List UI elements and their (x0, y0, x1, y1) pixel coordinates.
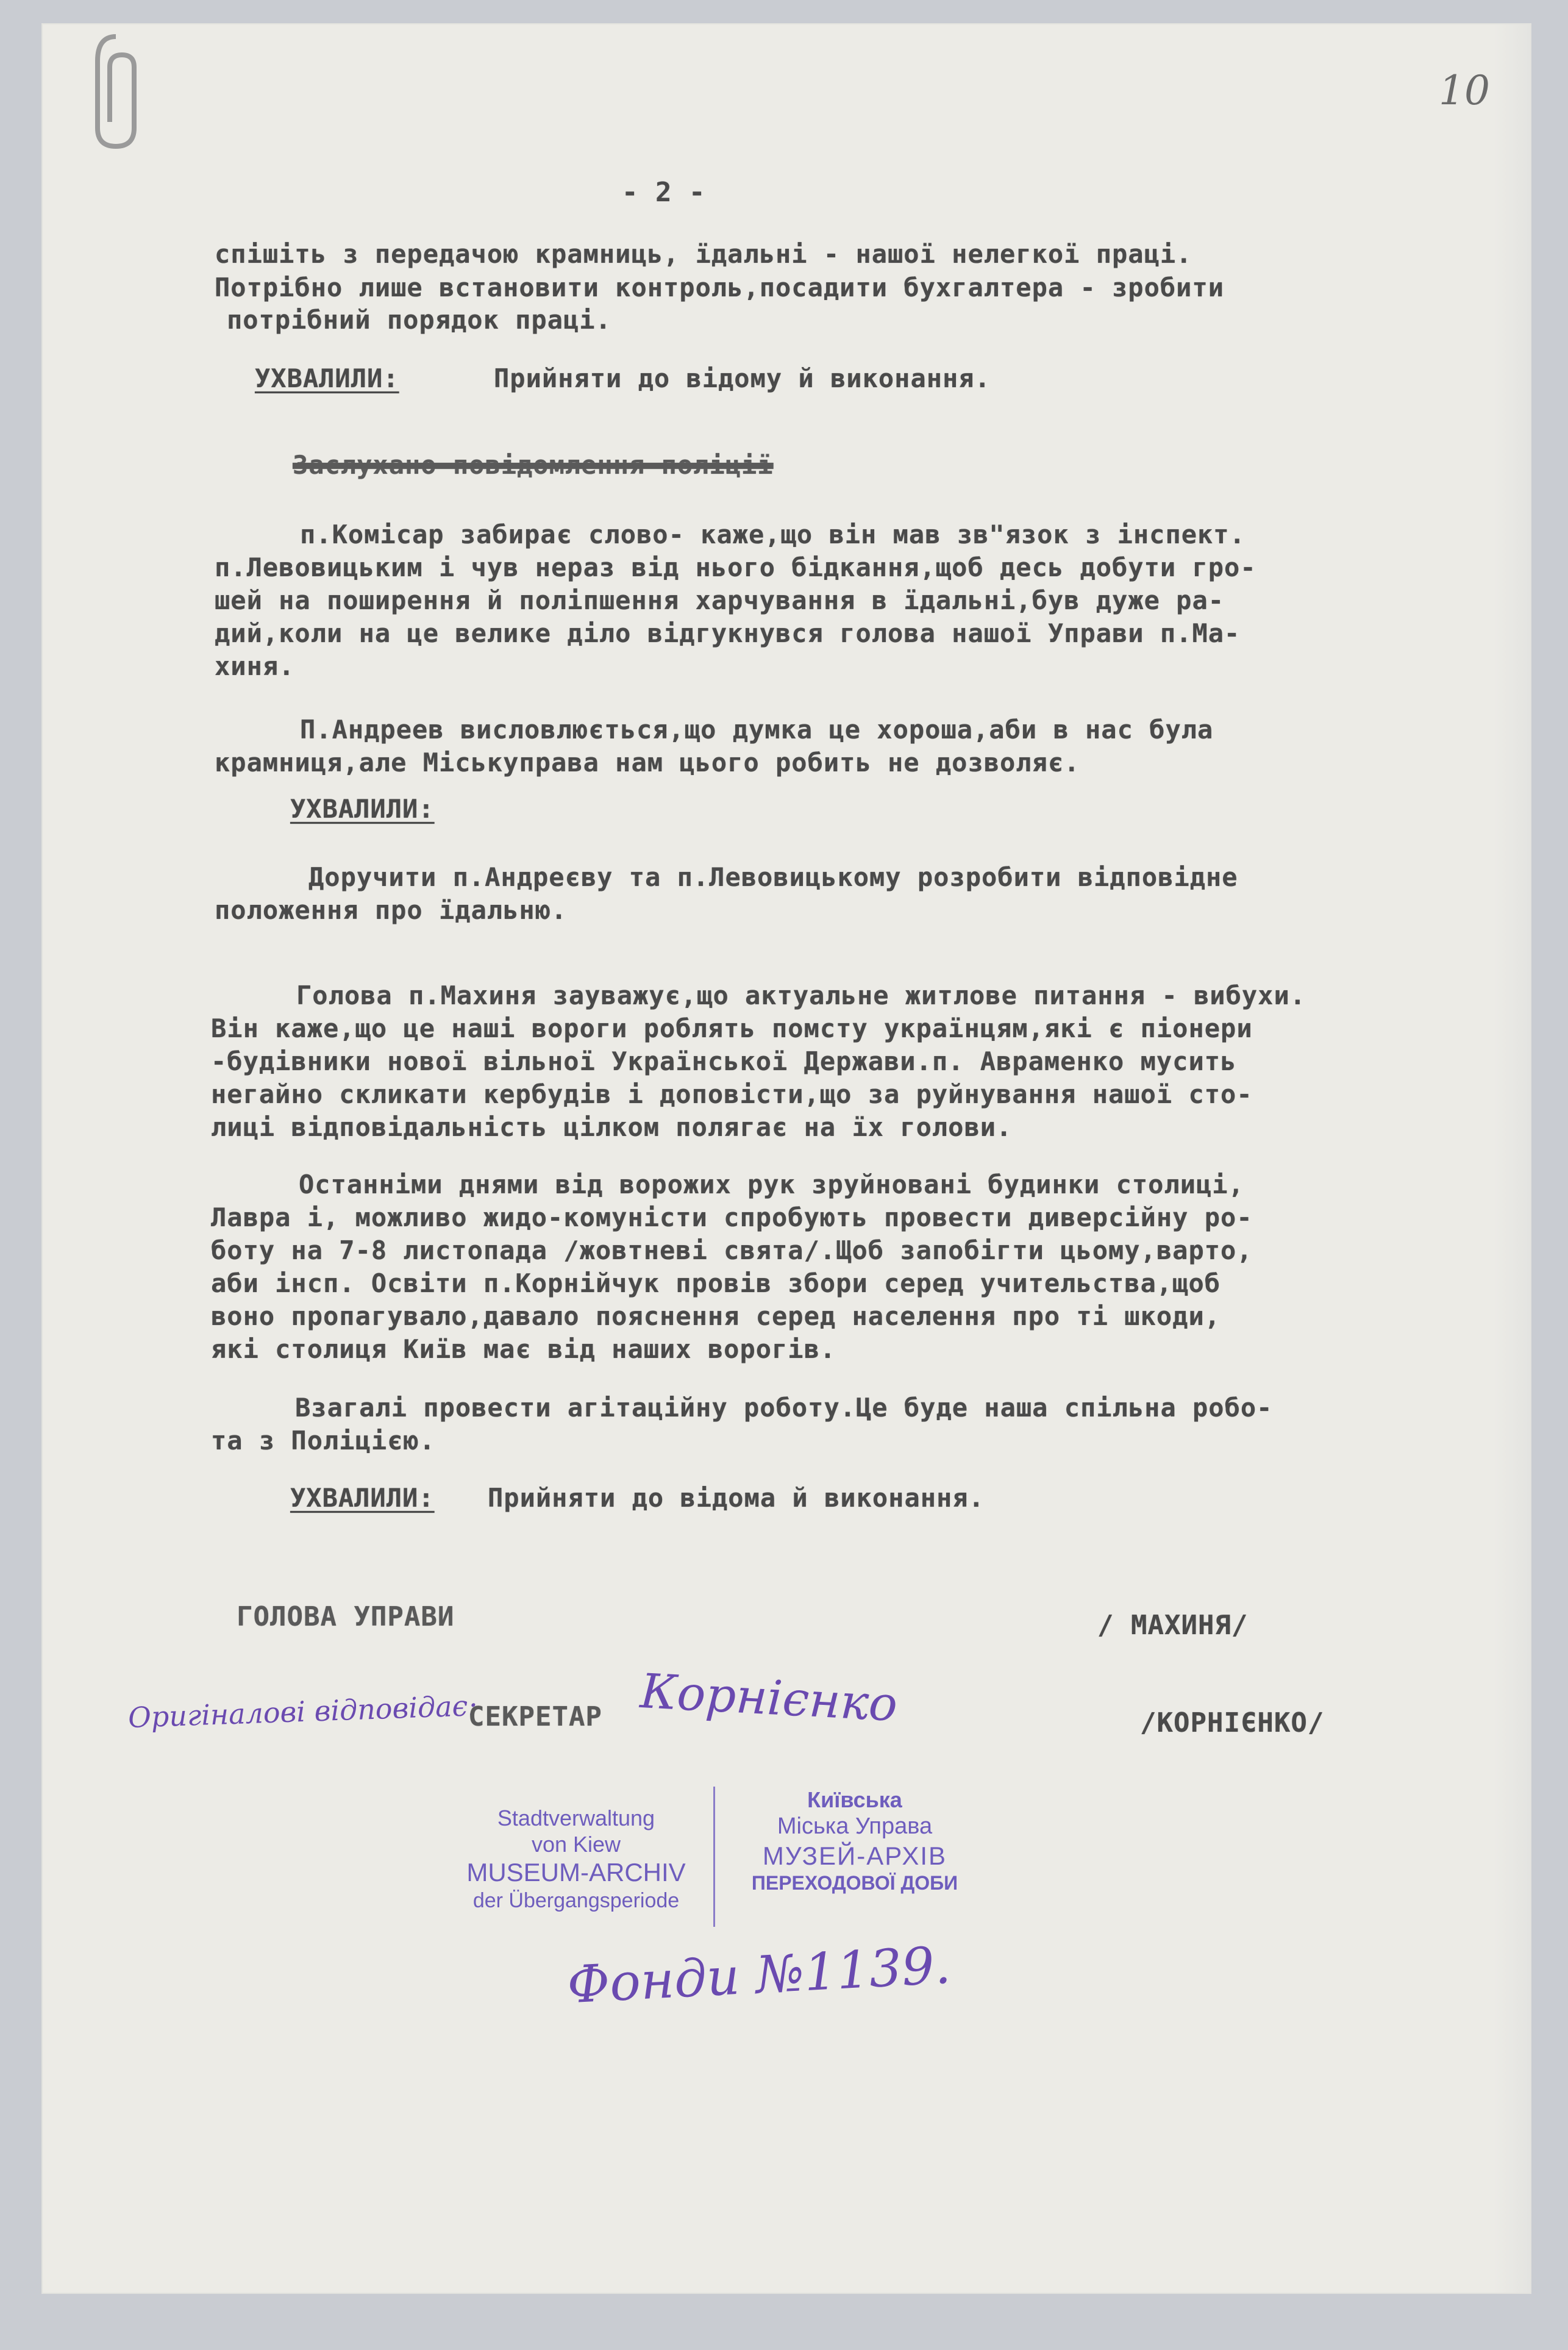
stamp-german (445, 1805, 707, 1913)
resolution-text: Прийняти до відому й виконання. (494, 363, 991, 393)
resolution-label: УХВАЛИЛИ: (255, 363, 399, 393)
text-line: Взагалі провести агітаційну роботу.Це буде наша спільна робо- (295, 1393, 1273, 1423)
text-line: -будівники нової вільної Української Держави.п. Авраменко мусить (211, 1046, 1237, 1076)
stamp-line: МУЗЕЙ-АРХІВ (762, 1841, 947, 1870)
paperclip-mark (55, 24, 177, 159)
secretary-signature: Корнієнко (638, 1664, 899, 1732)
text-line: спішіть з передачою крамниць, їдальні - нашої нелегкої праці. (215, 239, 1192, 269)
text-line: Лавра і, можливо жидо-комуністи спробують провести диверсійну ро- (211, 1202, 1253, 1232)
text-line: аби інсп. Освіти п.Корнійчук провів збори серед учительства,щоб (211, 1268, 1221, 1298)
head-title: ГОЛОВА УПРАВИ (237, 1601, 455, 1632)
stamp-divider (713, 1787, 715, 1927)
fond-note: Фонди №1139. (565, 1935, 952, 2015)
text-line: дий,коли на це велике діло відгукнувся голова нашої Управи п.Ма- (215, 618, 1241, 648)
struck-line: Заслухано повідомлення поліції (293, 450, 774, 480)
text-line: Доручити п.Андреєву та п.Левовицькому розробити відповідне (308, 862, 1238, 892)
stamp-ukrainian (721, 1787, 989, 1895)
resolution-label: УХВАЛИЛИ: (290, 794, 435, 824)
text-line: Він каже,що це наші вороги роблять помсту українцям,які є піонери (211, 1013, 1253, 1043)
text-line: шей на поширення й поліпшення харчування в їдальні,був дуже ра- (215, 585, 1225, 615)
text-line: Голова п.Махиня зауважує,що актуальне житлове питання - вибухи. (296, 980, 1306, 1010)
text-line: положення про їдальню. (215, 895, 568, 925)
text-line: воно пропагувало,давало пояснення серед населення про ті шкоди, (211, 1301, 1221, 1331)
text-line: які столиця Київ має від наших ворогів. (211, 1334, 836, 1364)
text-line: Потрібно лише встановити контроль,посадити бухгалтера - зробити (215, 273, 1225, 302)
text-line: лиці відповідальність цілком полягає на їх голови. (211, 1112, 1013, 1142)
stamp-line: MUSEUM-ARCHIV (466, 1858, 686, 1887)
text-line: крамниця,але Міськуправа нам цього робить не дозволяє. (215, 748, 1080, 777)
stamp-line: Міська Управа (777, 1813, 933, 1840)
secretary-name: /КОРНІЄНКО/ (1140, 1707, 1325, 1738)
resolution-text: Прийняти до відома й виконання. (488, 1483, 985, 1513)
resolution-label: УХВАЛИЛИ: (290, 1483, 435, 1513)
text-line: П.Андреев висловлюється,що думка це хороша,аби в нас була (300, 715, 1214, 745)
text-line: негайно скликати кербудів і доповісти,що за руйнування нашої сто- (211, 1079, 1253, 1109)
stamp-line: Stadtverwaltung (497, 1805, 655, 1830)
certification-note: Оригіналові відповідає: (127, 1689, 478, 1734)
stamp-line: Київська (807, 1787, 902, 1812)
head-name: / МАХИНЯ/ (1097, 1610, 1249, 1641)
text-line: п.Левовицьким і чув нераз від нього бідкання,щоб десь добути гро- (215, 552, 1256, 582)
text-line: хиня. (215, 651, 295, 681)
text-line: боту на 7-8 листопада /жовтневі свята/.Щоб запобігти цьому,варто, (211, 1235, 1253, 1265)
folio-number: 10 (1439, 67, 1490, 114)
page-number: - 2 - (622, 177, 706, 208)
text-line: п.Комісар забирає слово- каже,що він мав зв"язок з інспект. (300, 520, 1245, 549)
text-line: потрібний порядок праці. (227, 305, 611, 335)
text-line: Останніми днями від ворожих рук зруйновані будинки столиці, (299, 1170, 1244, 1199)
text-line: та з Поліцією. (211, 1426, 436, 1455)
stamp-line: von Kiew (531, 1832, 621, 1857)
paper-edge (1494, 24, 1530, 2293)
stamp-line: ПЕРЕХОДОВОЇ ДОБИ (751, 1872, 958, 1895)
secretary-title: СЕКРЕТАР (468, 1701, 602, 1732)
stamp-line: der Übergangsperiode (472, 1888, 680, 1912)
